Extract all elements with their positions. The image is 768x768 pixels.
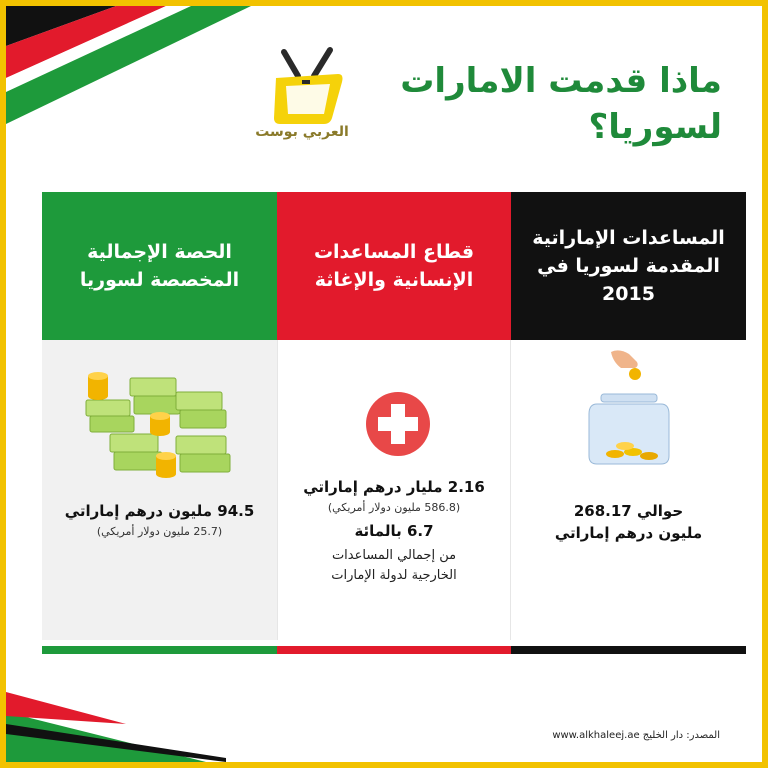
column-allocated-share — [42, 192, 277, 654]
allocated-value: 94.5 مليون درهم إماراتي — [64, 502, 255, 520]
column-heading: قطاع المساعدات الإنسانية والإغاثة — [277, 192, 511, 340]
column-heading: المساعدات الإماراتية المقدمة لسوريا في 2015 — [511, 192, 746, 340]
aid-2015-unit: مليون درهم إماراتي — [554, 524, 703, 542]
coin-jar-icon — [581, 348, 677, 468]
humanitarian-value: 2.16 مليار درهم إماراتي — [303, 478, 485, 496]
humanitarian-percent: 6.7 بالمائة — [354, 522, 434, 540]
allocated-usd: (25.7 مليون دولار أمريكي) — [96, 525, 223, 538]
column-aid-2015 — [511, 192, 746, 654]
aid-2015-value: حوالي 268.17 — [573, 502, 684, 520]
page-title — [362, 58, 722, 150]
flag-stripes-bottom — [6, 672, 226, 762]
title-line-2: لسوريا؟ — [588, 107, 722, 147]
column-bottom-bar — [511, 646, 746, 654]
humanitarian-usd: (586.8 مليون دولار أمريكي) — [327, 501, 461, 514]
source-label: المصدر: دار الخليج — [642, 730, 720, 741]
flag-stripes-top — [6, 6, 266, 126]
medical-cross-icon — [364, 390, 432, 458]
column-heading: الحصة الإجمالية المخصصة لسوريا — [42, 192, 277, 340]
logo-text: العربي بوست — [255, 124, 349, 140]
title-line-1: ماذا قدمت الامارات — [400, 61, 722, 101]
humanitarian-desc-1: من إجمالي المساعدات — [331, 548, 457, 563]
humanitarian-desc-2: الخارجية لدولة الإمارات — [331, 568, 457, 583]
source-credit — [552, 730, 720, 741]
comparison-table — [42, 192, 746, 654]
column-bottom-bar — [42, 646, 277, 654]
column-humanitarian-sector — [277, 192, 511, 654]
column-body — [511, 340, 746, 640]
column-body — [277, 340, 511, 640]
column-bottom-bar — [277, 646, 511, 654]
column-body — [42, 340, 277, 640]
money-stack-icon — [80, 370, 240, 480]
source-site-link[interactable]: www.alkhaleej.ae — [552, 730, 640, 741]
